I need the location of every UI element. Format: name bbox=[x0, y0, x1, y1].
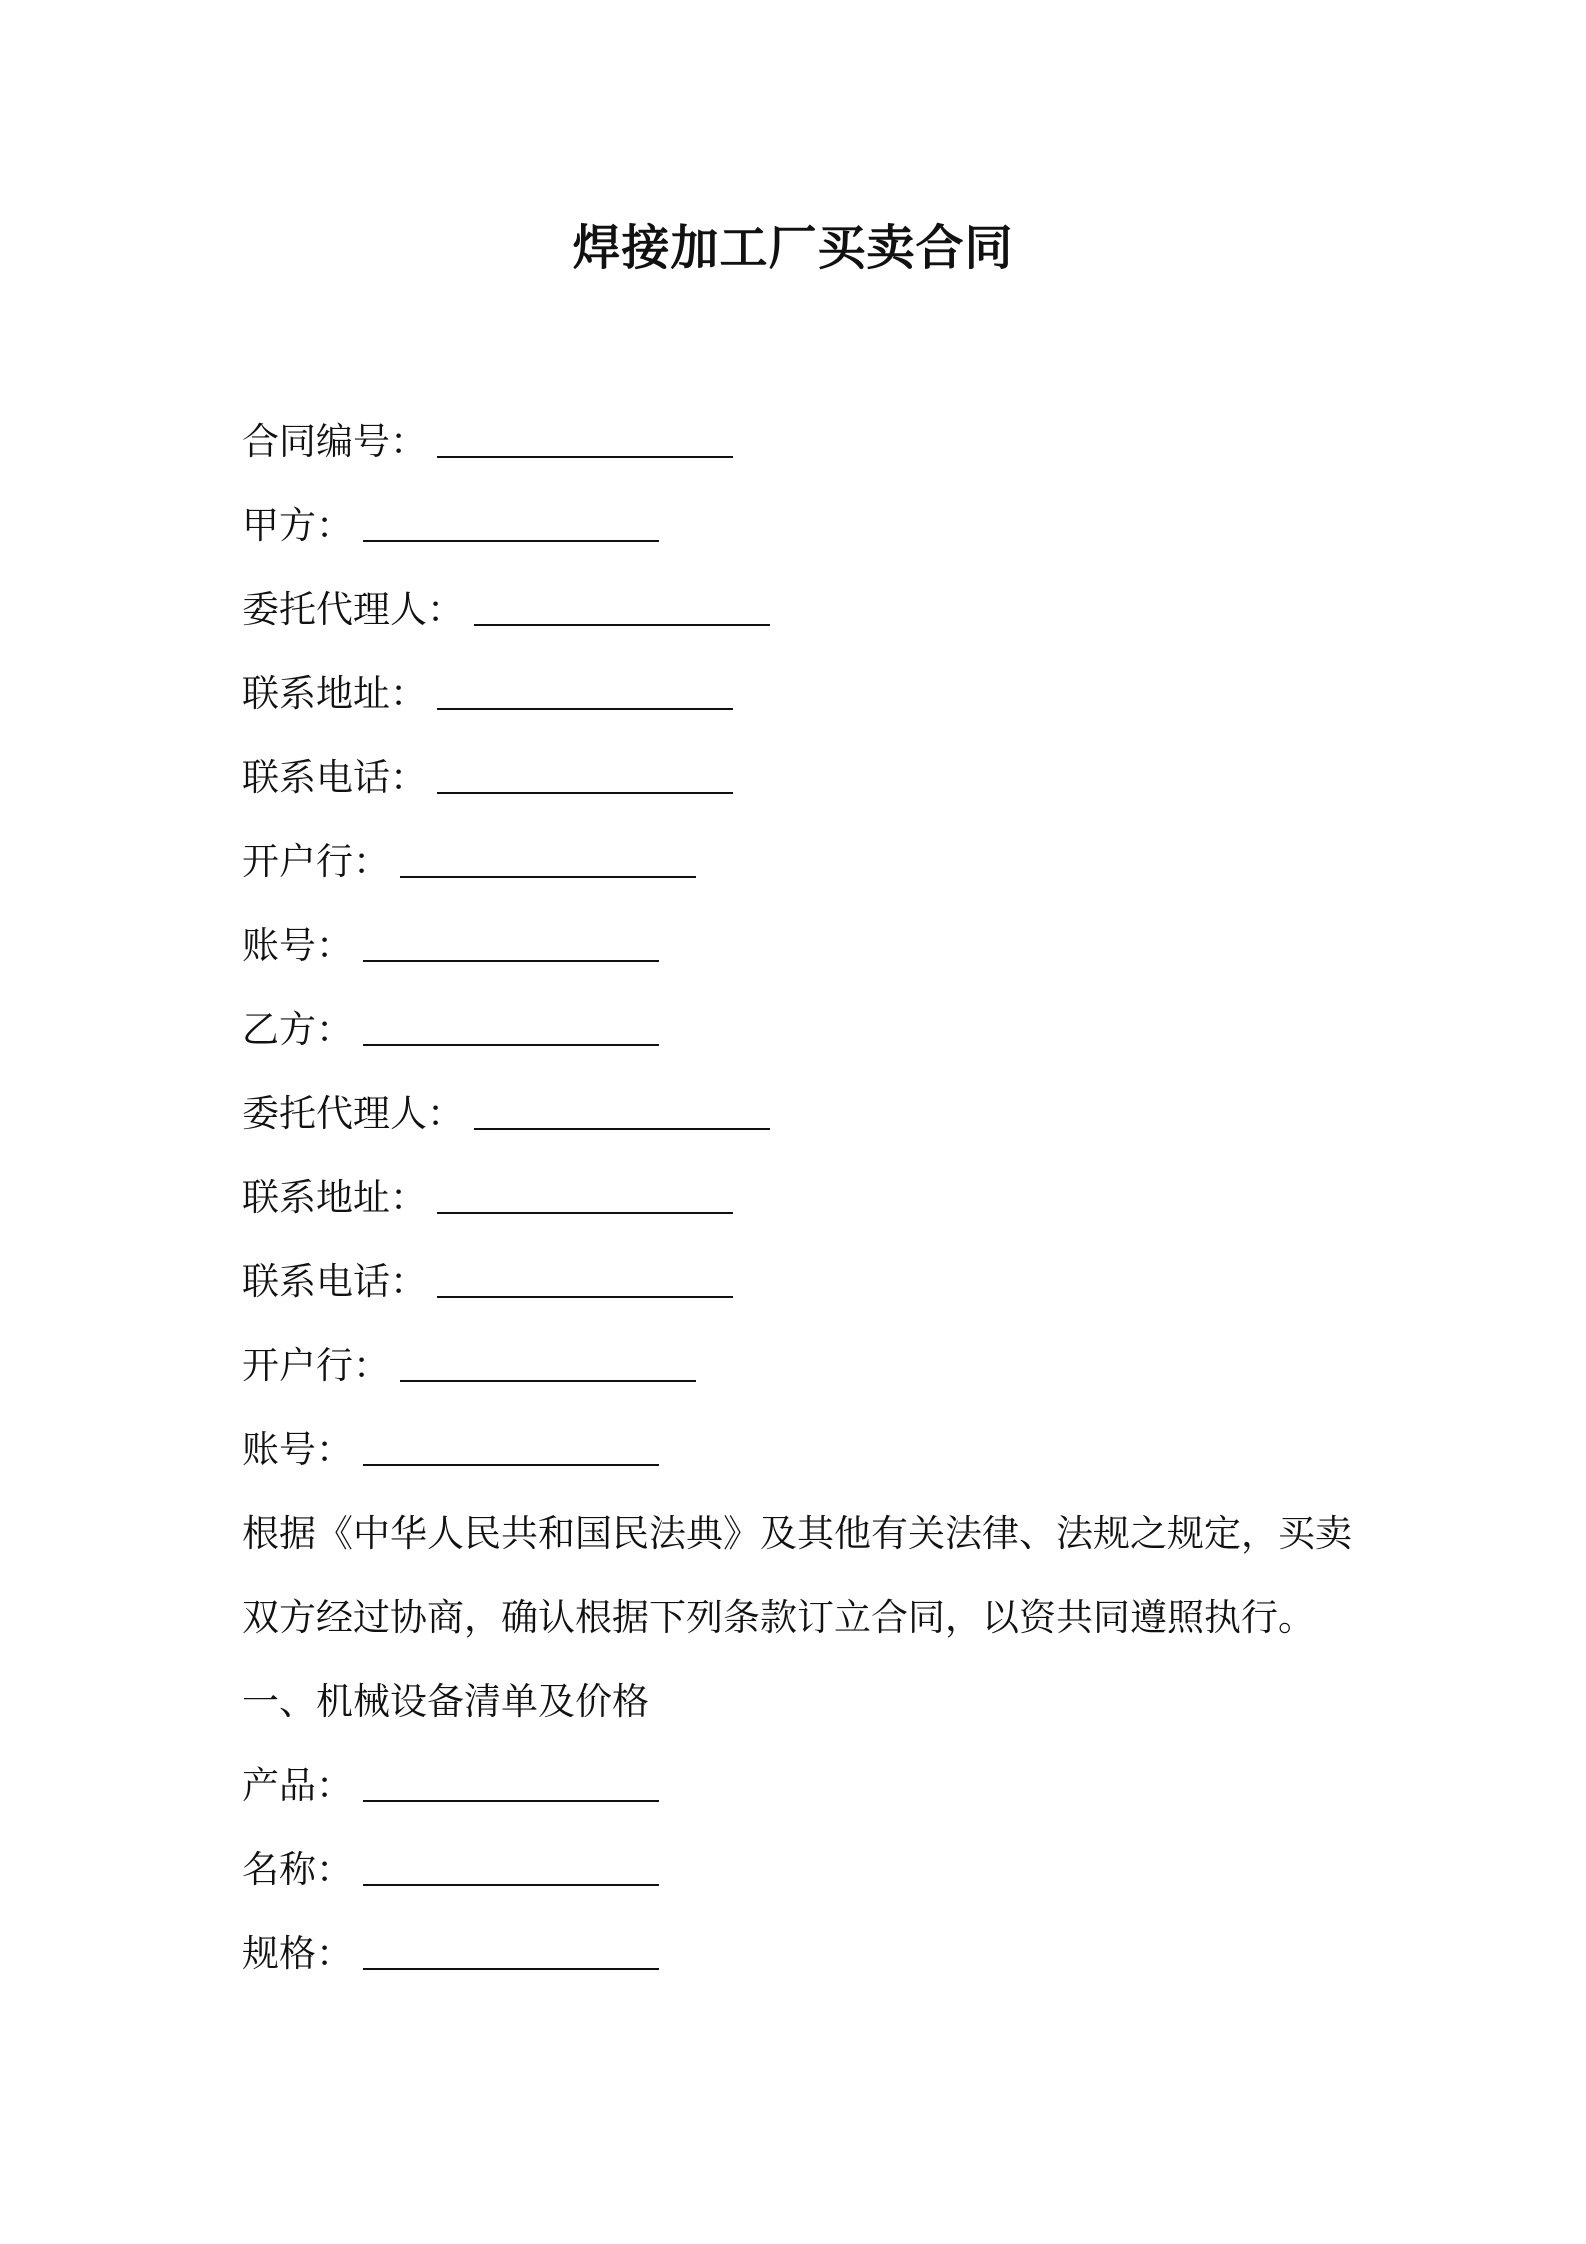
field-label: 开户行： bbox=[242, 840, 390, 883]
fill-in-blank bbox=[400, 836, 696, 878]
field-label: 甲方： bbox=[242, 504, 353, 547]
fill-in-blank bbox=[363, 1844, 659, 1886]
field-product bbox=[242, 1744, 1362, 1828]
field-label: 合同编号： bbox=[242, 420, 427, 463]
fill-in-blank bbox=[437, 1256, 733, 1298]
field-name bbox=[242, 1828, 1362, 1912]
field-party-a-address bbox=[242, 652, 1362, 736]
field-party-a bbox=[242, 484, 1362, 568]
field-party-b bbox=[242, 988, 1362, 1072]
preamble-line-2: 双方经过协商，确认根据下列条款订立合同，以资共同遵照执行。 bbox=[242, 1596, 1315, 1639]
field-label: 联系地址： bbox=[242, 672, 427, 715]
fill-in-blank bbox=[437, 1172, 733, 1214]
field-label: 联系地址： bbox=[242, 1176, 427, 1219]
field-party-a-phone bbox=[242, 736, 1362, 820]
field-label: 开户行： bbox=[242, 1344, 390, 1387]
field-party-a-agent bbox=[242, 568, 1362, 652]
field-label: 乙方： bbox=[242, 1008, 353, 1051]
field-label: 名称： bbox=[242, 1848, 353, 1891]
field-party-b-bank bbox=[242, 1324, 1362, 1408]
fill-in-blank bbox=[363, 1004, 659, 1046]
field-party-b-agent bbox=[242, 1072, 1362, 1156]
field-party-b-account bbox=[242, 1408, 1362, 1492]
field-label: 联系电话： bbox=[242, 1260, 427, 1303]
document-body bbox=[242, 400, 1362, 1996]
field-label: 联系电话： bbox=[242, 756, 427, 799]
fill-in-blank bbox=[400, 1340, 696, 1382]
fill-in-blank bbox=[363, 500, 659, 542]
field-party-b-address bbox=[242, 1156, 1362, 1240]
field-label: 产品： bbox=[242, 1764, 353, 1807]
field-label: 账号： bbox=[242, 1428, 353, 1471]
field-label: 委托代理人： bbox=[242, 1092, 464, 1135]
field-party-a-bank bbox=[242, 820, 1362, 904]
fill-in-blank bbox=[474, 1088, 770, 1130]
field-spec bbox=[242, 1912, 1362, 1996]
preamble-line-1: 根据《中华人民共和国民法典》及其他有关法律、法规之规定，买卖 bbox=[242, 1512, 1352, 1555]
field-label: 账号： bbox=[242, 924, 353, 967]
field-party-b-phone bbox=[242, 1240, 1362, 1324]
fill-in-blank bbox=[437, 668, 733, 710]
section-heading: 一、机械设备清单及价格 bbox=[242, 1680, 649, 1723]
fill-in-blank bbox=[474, 584, 770, 626]
fill-in-blank bbox=[437, 416, 733, 458]
field-label: 规格： bbox=[242, 1932, 353, 1975]
field-party-a-account bbox=[242, 904, 1362, 988]
fill-in-blank bbox=[363, 1928, 659, 1970]
fill-in-blank bbox=[363, 1424, 659, 1466]
fill-in-blank bbox=[363, 1760, 659, 1802]
fill-in-blank bbox=[437, 752, 733, 794]
fill-in-blank bbox=[363, 920, 659, 962]
field-label: 委托代理人： bbox=[242, 588, 464, 631]
field-contract-number bbox=[242, 400, 1362, 484]
document-title: 焊接加工厂买卖合同 bbox=[572, 220, 1014, 276]
